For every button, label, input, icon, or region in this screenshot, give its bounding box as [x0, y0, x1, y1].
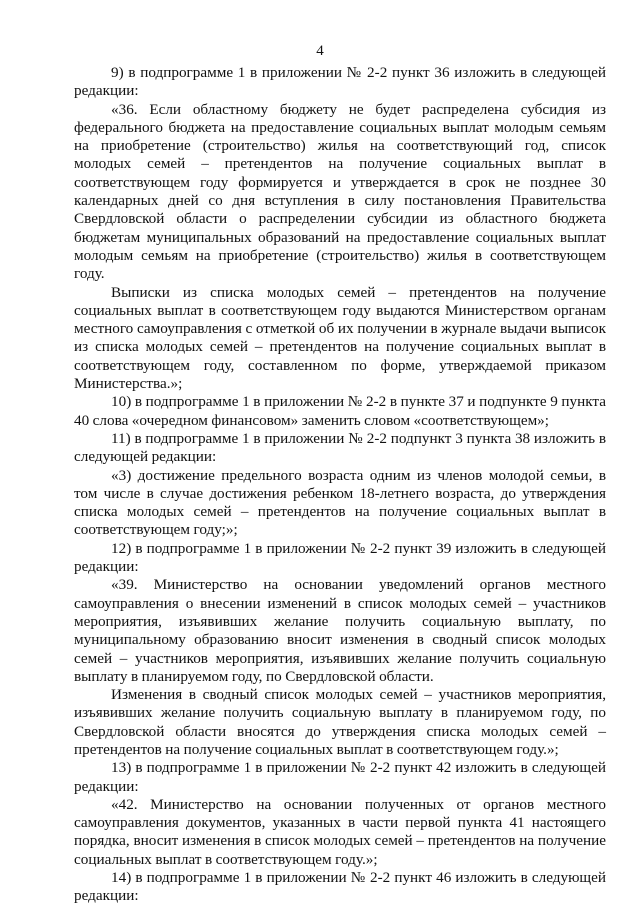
paragraph-item-12: 12) в подпрограмме 1 в приложении № 2-2 пункт 39 изложить в следующей редакции:: [74, 539, 606, 576]
paragraph-item-10: 10) в подпрограмме 1 в приложении № 2-2 в пункте 37 и подпункте 9 пункта 40 слова «очередном финансовом» заменить словом «соответствующем»;: [74, 393, 606, 429]
page-number: 4: [316, 43, 324, 59]
paragraph-item-13: 13) в подпрограмме 1 в приложении № 2-2 пункт 42 изложить в следующей редакции:: [74, 759, 606, 795]
document-body: [74, 64, 606, 906]
paragraph-subpoint-3: «3) достижение предельного возраста одним из членов молодой семьи, в том числе в случае достижения ребенком 18-летнего возраста, до утверждения списка молодых семей – претендентов на получение социальных выплат в соответствующем году;»;: [74, 466, 606, 539]
paragraph-point-36: «36. Если областному бюджету не будет распределена субсидия из федерального бюджета на предоставление социальных выплат молодым семьям на приобретение (строительство) жилья на соответствующий год, список молодых семей – претендентов на получение социальных выплат в соответствующем году формируется и утверждается в срок не позднее 30 календарных дней со дня вступления в силу постановления Правительства Свердловской области о распределении субсидии из областного бюджета бюджетам муниципальных образований на предоставление социальных выплат молодым семьям на приобретение (строительство) жилья в соответствующем году.: [74, 100, 606, 283]
paragraph-point-39-changes: Изменения в сводный список молодых семей – участников мероприятия, изъявивших желание получить социальную выплату в планируемом году, по Свердловской области вносятся до утверждения списка молодых семей – претендентов на получение социальных выплат в соответствующем году.»;: [74, 686, 606, 758]
paragraph-point-39: «39. Министерство на основании уведомлений органов местного самоуправления о внесении изменений в список молодых семей – участников мероприятия, изъявивших желание получить социальную выплату, по муниципальному образованию вносит изменения в сводный список молодых семей – участников мероприятия, изъявивших желание получить социальную выплату в планируемом году, по Свердловской области.: [74, 576, 606, 685]
paragraph-point-42: «42. Министерство на основании полученных от органов местного самоуправления документов, указанных в части первой пункта 41 настоящего порядка, вносит изменения в список молодых семей – претендентов на получение социальных выплат в соответствующем году.»;: [74, 795, 606, 868]
paragraph-item-9: 9) в подпрограмме 1 в приложении № 2-2 пункт 36 изложить в следующей редакции:: [74, 64, 606, 100]
paragraph-item-14: 14) в подпрограмме 1 в приложении № 2-2 пункт 46 изложить в следующей редакции:: [74, 869, 606, 905]
paragraph-point-36-extracts: Выписки из списка молодых семей – претендентов на получение социальных выплат в соответствующем году выдаются Министерством органам местного самоуправления с отметкой об их получении в журнале выдачи выписок из списка молодых семей – претендентов на получение социальных выплат в соответствующем году, составленном по форме, утверждаемой приказом Министерства.»;: [74, 283, 606, 393]
paragraph-item-11: 11) в подпрограмме 1 в приложении № 2-2 подпункт 3 пункта 38 изложить в следующей редакции:: [74, 429, 606, 466]
